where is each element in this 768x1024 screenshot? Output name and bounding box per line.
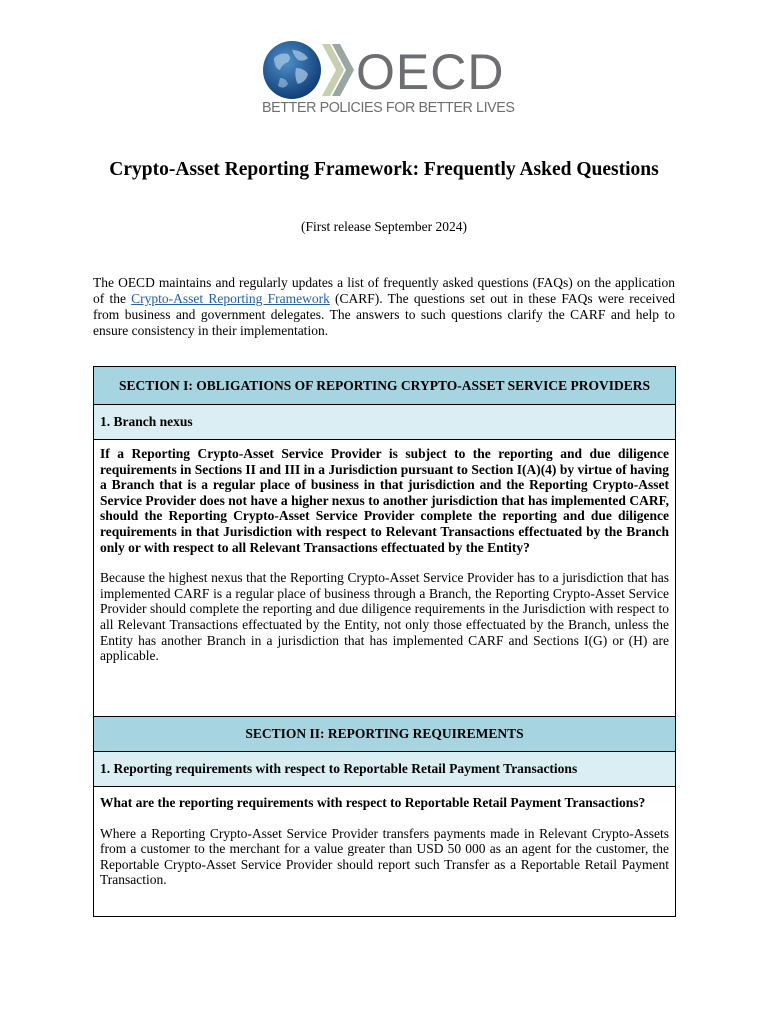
faq-table bbox=[93, 366, 676, 917]
oecd-globe-icon bbox=[262, 40, 356, 100]
section-1-subheading: 1. Branch nexus bbox=[94, 405, 675, 440]
section-1-heading: SECTION I: OBLIGATIONS OF REPORTING CRYPTO-ASSET SERVICE PROVIDERS bbox=[94, 367, 675, 405]
section-2-answer: Where a Reporting Crypto-Asset Service Provider transfers payments made in Relevant Crypto-Assets from a customer to the merchant for a value greater than USD 50 000 as an agent for the customer, the Reportable Crypto-Asset Service Provider should report such Transfer as a Reportable Retail Payment Transaction. bbox=[100, 825, 669, 888]
section-1-answer: Because the highest nexus that the Reporting Crypto-Asset Service Provider has to a jurisdiction that has implemented CARF is a regular place of business through a Branch, the Reporting Crypto-Asset Service Provider should complete the reporting and due diligence requirements in the Jurisdiction with respect to all Relevant Transactions effectuated by the Entity, not only those effectuated by the Branch, unless the Entity has another Branch in a jurisdiction that has implemented CARF and Sections I(G) or (H) are applicable. bbox=[100, 570, 669, 664]
release-note: (First release September 2024) bbox=[300, 219, 468, 234]
oecd-wordmark: OECD bbox=[356, 44, 505, 100]
oecd-logo bbox=[262, 40, 515, 120]
section-1-faq bbox=[94, 440, 675, 717]
intro-paragraph bbox=[93, 275, 675, 339]
intro-text-after-link: (CARF). The questions set out in these FAQs were received from business and government delegates. The answers to such questions clarify the CARF and help to ensure consistency in their implementation. bbox=[93, 291, 675, 338]
section-2-question: What are the reporting requirements with respect to Reportable Retail Payment Transactions? bbox=[100, 795, 646, 810]
section-2-heading: SECTION II: REPORTING REQUIREMENTS bbox=[94, 717, 675, 752]
section-2-subheading: 1. Reporting requirements with respect to Reportable Retail Payment Transactions bbox=[94, 752, 675, 787]
intro-text-before-link: The OECD maintains and regularly updates a list of frequently asked questions (FAQs) on the application of the bbox=[93, 275, 675, 306]
section-2-faq bbox=[94, 787, 675, 916]
oecd-tagline: BETTER POLICIES FOR BETTER LIVES bbox=[262, 100, 515, 116]
document-title: Crypto-Asset Reporting Framework: Frequently Asked Questions bbox=[109, 159, 659, 180]
section-1-question: If a Reporting Crypto-Asset Service Provider is subject to the reporting and due diligence requirements in Sections II and III in a Jurisdiction pursuant to Section I(A)(4) by virtue of having a Branch that is a regular place of business in that jurisdiction and the Reporting Crypto-Asset Service Provider does not have a higher nexus to another jurisdiction that has implemented CARF, should the Reporting Crypto-Asset Service Provider complete the reporting and due diligence requirements in that Jurisdiction with respect to Relevant Transactions effectuated by the Branch only or with respect to all Relevant Transactions effectuated by the Entity? bbox=[100, 446, 669, 555]
carf-link[interactable]: Crypto-Asset Reporting Framework bbox=[131, 291, 330, 306]
